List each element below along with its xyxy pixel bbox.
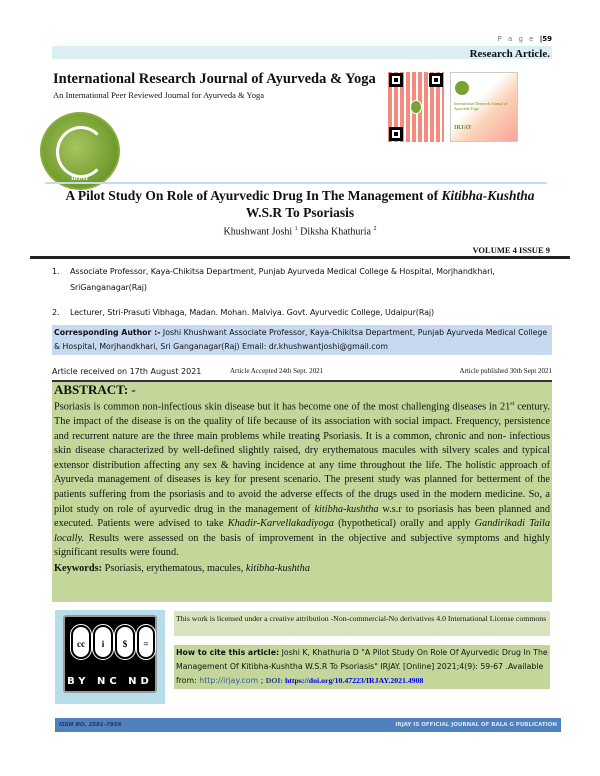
- abstract-heading: ABSTRACT: -: [54, 382, 136, 397]
- date-published: Article published 30th Sept 2021: [459, 367, 552, 375]
- journal-logo: IRJAY: [40, 112, 120, 190]
- abstract-text: Psoriasis is common non-infectious skin disease but it has become one of the most challenging diseases in 21st century. The impact of the disease is on the quality of life because of its association with social impact. Frequency, persistence and recurrent nature are the three main problems while treating Psoriasis. It is a common, chronic and non- infectious skin disease characterized by well-defined slightly raised, dry erythematous macules with silvery scales and typical extensor distribution affecting any sex & having incidence at any time throughout the life. The holistic approach of Ayurveda management of diseases is key for present scenario. The present study was planned for betterment of the patients suffering from the psoriasis and to avoid the adverse effects of the drugs used in the modern medicine. So, a pilot study on role of ayurvedic drug in the management of kitibha-kushtha w.s.r to psoriasis has been planned and executed. Patients were advised to take Khadir-Karvellakadiyoga (hypothetical) orally and apply Gandirikadi Taila locally. Results were assessed on the basis of improvement in the objective and subjective symptoms and highly significant results were found.: [54, 401, 550, 559]
- journal-subtitle: An International Peer Reviewed Journal for Ayurveda & Yoga: [53, 90, 264, 100]
- page-number: P a g e |59: [497, 35, 552, 43]
- noncommercial-icon: $: [115, 625, 135, 659]
- article-dates: [52, 367, 552, 379]
- journal-cover-thumbnail: International Research Journal of Ayurveda Yoga IRJAY: [450, 72, 518, 142]
- affiliation-1: 1. Associate Professor, Kaya-Chikitsa Department, Punjab Ayurveda Medical College & Hospital, Morjhandkhari, SriGanganagar(Raj): [52, 267, 495, 292]
- date-received: Article received on 17th August 2021: [52, 367, 202, 376]
- volume-issue: VOLUME 4 ISSUE 9: [472, 245, 550, 255]
- article-type-band: Research Article.: [52, 46, 552, 59]
- noderivs-icon: =: [137, 625, 155, 659]
- cc-license-badge: cc i $ = BY NC ND: [55, 610, 165, 704]
- journal-link[interactable]: http://irjay.com: [199, 676, 259, 685]
- affiliation-2: 2. Lecturer, Stri-Prasuti Vibhaga, Madan. Mohan. Malviya. Govt. Ayurvedic College, Udaipur(Raj): [52, 308, 435, 317]
- citation: How to cite this article: Joshi K, Khathuria D "A Pilot Study On Role Of Ayurvedic Drug In The Management Of Kitibha-Kushtha W.S.R To Psoriasis" IRJAY. [Online] 2021;4(9): 59-67 .Available from: http://irjay.com ; DOI: https://doi.org/10.47223/IRJAY.2021.4908: [174, 645, 550, 689]
- keywords: Keywords: Psoriasis, erythematous, macules, kitibha-kushtha: [54, 562, 310, 574]
- corresponding-author: Corresponding Author :- Joshi Khushwant Associate Professor, Kaya-Chikitsa Department, Punjab Ayurveda Medical College & Hospital, Morjhandkhari, Sri Ganganagar(Raj) Email: dr.khushwantjoshi@gmail.com: [52, 325, 552, 355]
- doi-link[interactable]: https://doi.org/10.47223/IRJAY.2021.4908: [284, 676, 424, 685]
- date-accepted: Article Accepted 24th Sept. 2021: [230, 367, 324, 375]
- journal-title: International Research Journal of Ayurveda & Yoga: [53, 71, 376, 87]
- license-text: This work is licensed under a creative attribution -Non-commercial-No derivatives 4.0 International License commons: [174, 611, 550, 636]
- divider: [45, 182, 547, 184]
- footer-bar: ISSN NO. 2581-785X IRJAY IS OFFICIAL JOURNAL OF BALA G PUBLICATION: [55, 718, 561, 732]
- attribution-icon: i: [93, 625, 113, 659]
- divider: [30, 256, 570, 259]
- qr-code: [388, 72, 444, 142]
- article-title: A Pilot Study On Role of Ayurvedic Drug In The Management of Kitibha-Kushtha W.S.R To Psoriasis: [65, 188, 535, 220]
- abstract-box: [52, 380, 552, 602]
- authors: Khushwant Joshi $^1$ Diksha Khathuria $^2$: [223, 226, 377, 238]
- cc-icon: cc: [71, 625, 91, 659]
